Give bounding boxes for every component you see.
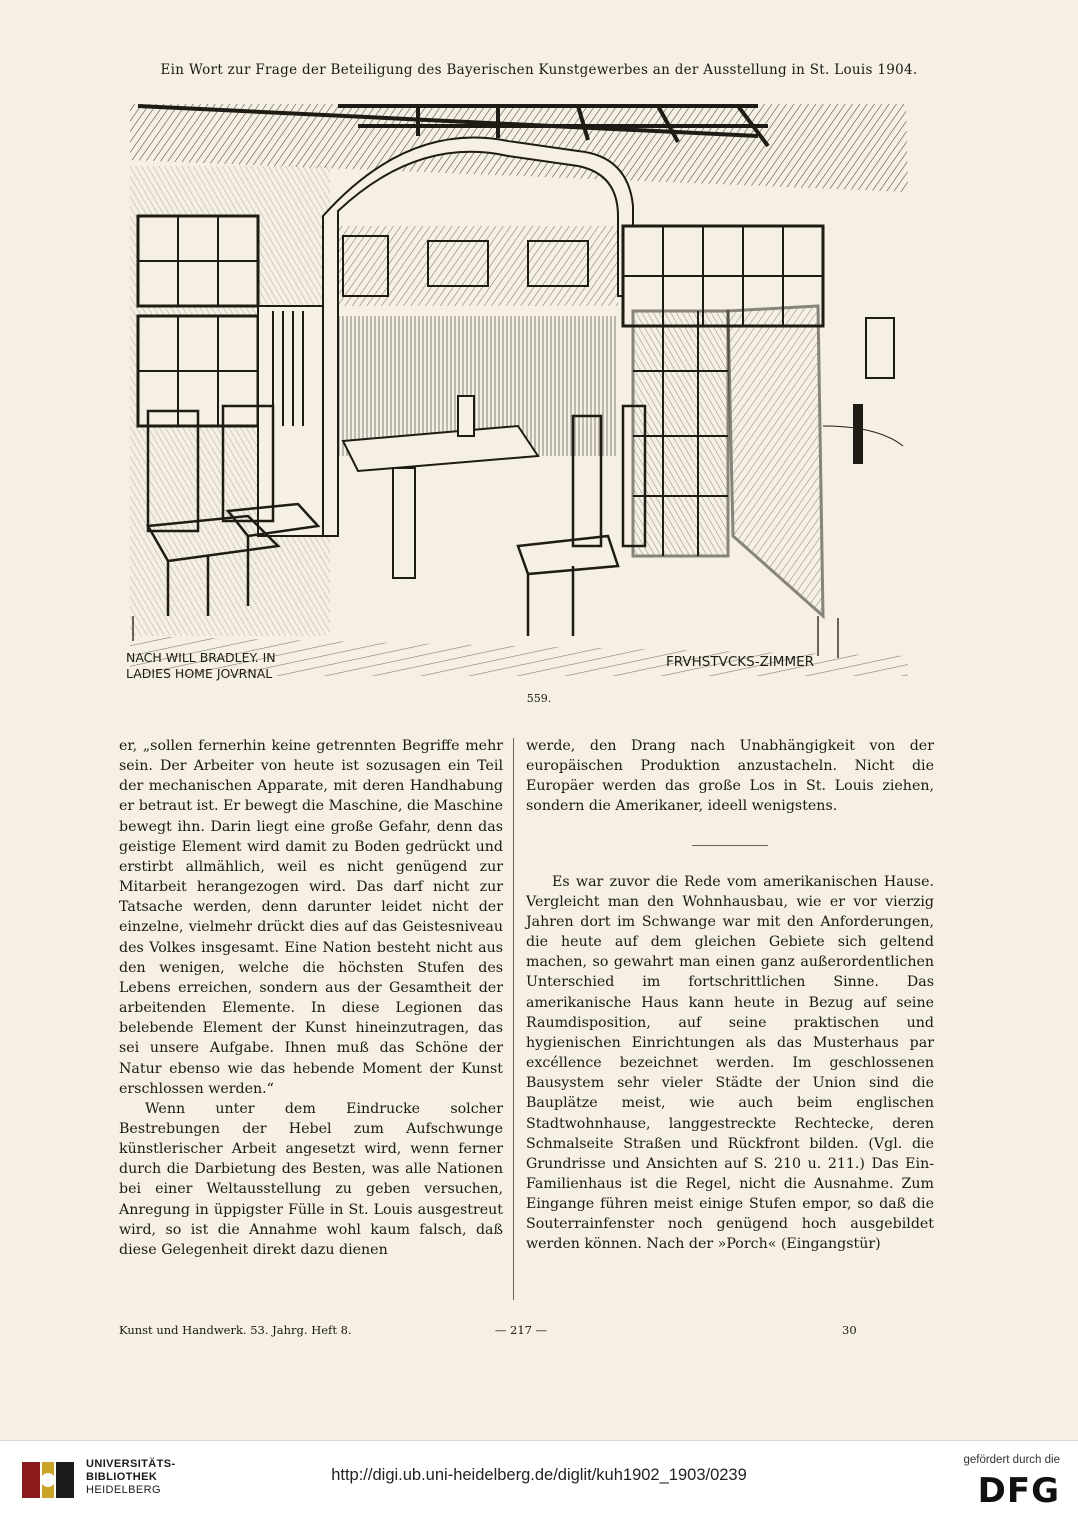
caption-room-title: FRVHSTVCKS-ZIMMER <box>666 654 814 670</box>
library-line-3: HEIDELBERG <box>86 1484 161 1496</box>
section-separator <box>692 845 768 846</box>
library-line-1: UNIVERSITÄTS- <box>86 1458 176 1470</box>
library-line-2: BIBLIOTHEK <box>86 1471 158 1483</box>
right-text-column <box>526 736 934 1255</box>
right-paragraph-1: werde, den Drang nach Unabhängigkeit von der europäischen Produktion anzustacheln. Nicht die Europäer werden das große Los in St. Louis ziehen, sondern die Amerikaner, ideell wenigstens. <box>526 738 934 815</box>
column-divider <box>513 738 514 1300</box>
permalink-url[interactable]: http://digi.ub.uni-heidelberg.de/diglit/kuh1902_1903/0239 <box>331 1466 747 1484</box>
left-paragraph-2: Wenn unter dem Eindrucke solcher Bestrebungen der Hebel zum Aufschwunge künstlerischer Arbeit angesetzt wird, wenn ferner durch die Darbietung des Besten, was alle Nationen bei einer Weltausstellung zu geben versuchen, Anregung in üppigster Fülle in St. Louis ausgestreut wird, so ist die Annahme wohl kaum falsch, daß diese Gelegenheit direkt dazu dienen <box>119 1100 503 1258</box>
dfg-logo[interactable]: DFG <box>977 1471 1060 1511</box>
running-title: Ein Wort zur Frage der Beteiligung des Bayerischen Kunstgewerbes an der Ausstellung in St. Louis 1904. <box>160 62 918 78</box>
left-text-column <box>119 736 503 1260</box>
viewer-bottom-bar <box>0 1440 1078 1518</box>
caption-source-line2: LADIES HOME JOVRNAL <box>126 666 273 681</box>
left-paragraph-1: er, „sollen fernerhin keine getrennten Begriffe mehr sein. Der Arbeiter von heute ist sozusagen ein Teil der mechanischen Apparate, mit deren Handhabung er betraut ist. Er bewegt die Maschine, die Maschine bewegt ihn. Darin liegt eine große Gefahr, denn das geistige Element wird damit zu Boden gedrückt und erstirbt allmählich, weil es nicht genügend zur Mitarbeit herangezogen wird. Das darf nicht zur Tatsache werden, denn darunter leidet nicht der einzelne, vielmehr drückt dies auf das Geistesniveau des Volkes insgesamt. Eine Nation besteht nicht aus den wenigen, welche die höchsten Stufen des Lebens erreichen, sondern aus der Gesamtheit der arbeitenden Elemente. In diese Legionen das belebende Element der Kunst hineinzutragen, das sei unsere Aufgabe. Ihnen muß das Schöne der Natur ebenso wie das hebende Moment der Kunst erschlossen werden.“ <box>119 738 503 1097</box>
journal-reference: Kunst und Handwerk. 53. Jahrg. Heft 8. <box>119 1323 352 1337</box>
figure-number: 559. <box>526 692 552 705</box>
page-number: — 217 — <box>494 1323 548 1337</box>
sheet-number: 30 <box>842 1323 857 1337</box>
right-paragraph-2: Es war zuvor die Rede vom amerikanischen Hause. Vergleicht man den Wohnhausbau, wie er vor vierzig Jahren dort im Schwange war mit den Anforderungen, die heute auf dem gleichen Gebiete sich geltend machen, so gewahrt man einen ganz außerordentlichen Unterschied im fortschrittlichen Sinne. Das amerikanische Haus kann heute in Bezug auf seine Raumdisposition, auf seine praktischen und hygienischen Einrichtungen als das Musterhaus par excéllence bezeichnet werden. Im geschlossenen Bausystem sehr vieler Städte der Union sind die Bauplätze meist, wie auch beim englischen Stadtwohnhause, langgestreckte Rechtecke, deren Schmalseite Straßen und Rückfront bilden. (Vgl. die Grundrisse und Ansichten auf S. 210 u. 211.) Das Ein-Familienhaus ist die Regel, nicht die Ausnahme. Zum Eingange führen meist einige Stufen empor, so daß die Souterrainfenster noch genügend hoch ausgebildet werden können. Nach der »Porch« (Eingangstür) <box>526 873 934 1253</box>
page-footer <box>0 1323 1078 1343</box>
breakfast-room-illustration <box>118 96 918 692</box>
caption-source-line1: NACH WILL BRADLEY. IN <box>126 650 276 665</box>
funding-label: gefördert durch die <box>963 1454 1060 1466</box>
